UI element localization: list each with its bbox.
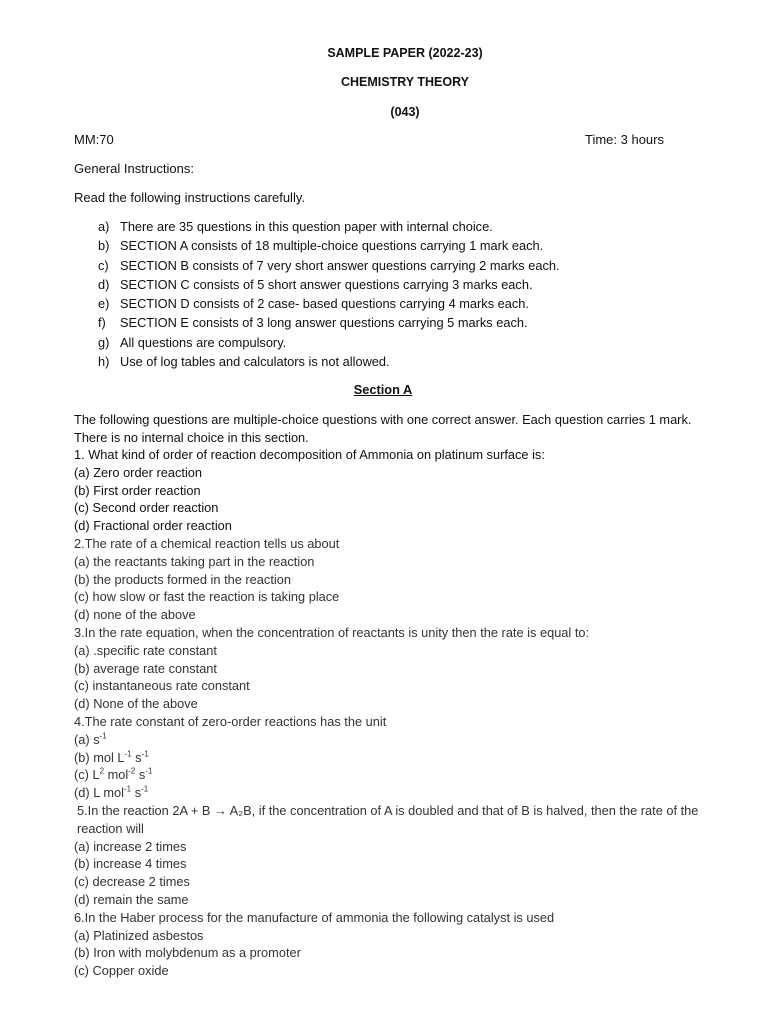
read-instructions: Read the following instructions carefully. xyxy=(74,190,305,205)
q3-option-d: (d) None of the above xyxy=(74,696,198,712)
q3-option-b: (b) average rate constant xyxy=(74,660,217,676)
q6-option-c: (c) Copper oxide xyxy=(74,963,169,979)
questions-block xyxy=(74,446,724,980)
q6-option-b: (b) Iron with molybdenum as a promoter xyxy=(74,945,301,961)
q5-option-a: (a) increase 2 times xyxy=(74,838,187,854)
section-a-heading: Section A xyxy=(353,382,413,397)
q4-option-d: (d) L mol$^{-1}$ $s^{-1}$ xyxy=(74,784,149,801)
q2-option-a: (a) the reactants taking part in the reaction xyxy=(74,553,315,569)
q3-option-a: (a) .specific rate constant xyxy=(74,642,217,658)
instruction-letter: h) xyxy=(98,354,110,370)
instruction-letter: f) xyxy=(98,315,106,331)
instruction-letter: c) xyxy=(98,257,109,273)
q2-option-d: (d) none of the above xyxy=(74,607,196,623)
instruction-text: SECTION B consists of 7 very short answer questions carrying 2 marks each. xyxy=(120,257,560,273)
max-marks: MM:70 xyxy=(74,132,114,147)
q1-option-c: (c) Second order reaction xyxy=(74,500,219,516)
instruction-text: Use of log tables and calculators is not allowed. xyxy=(120,354,390,370)
instruction-letter: e) xyxy=(98,296,110,312)
question-6: 6.In the Haber process for the manufacture of ammonia the following catalyst is used xyxy=(74,909,555,925)
section-a-intro: The following questions are multiple-choice questions with one correct answer. Each question carries 1 mark. There is no internal choice in this section. xyxy=(74,412,692,445)
q1-option-a: (a) Zero order reaction xyxy=(74,464,203,480)
instruction-text: SECTION E consists of 3 long answer questions carrying 5 marks each. xyxy=(120,315,528,331)
question-4: 4.The rate constant of zero-order reactions has the unit xyxy=(74,713,387,729)
q2-option-c: (c) how slow or fast the reaction is taking place xyxy=(74,589,340,605)
instruction-text: All questions are compulsory. xyxy=(120,334,287,350)
q4-option-a: (a) $s^{-1}$ xyxy=(74,731,107,747)
q5-option-c: (c) decrease 2 times xyxy=(74,874,190,890)
q4-option-b: (b) mol $L^{-1}$ $s^{-1}$ xyxy=(74,749,149,765)
question-3: 3.In the rate equation, when the concentration of reactants is unity then the rate is equal to: xyxy=(74,624,590,640)
instruction-text: SECTION C consists of 5 short answer questions carrying 3 marks each. xyxy=(120,276,533,292)
instruction-letter: g) xyxy=(98,334,110,350)
instruction-text: SECTION D consists of 2 case- based questions carrying 4 marks each. xyxy=(120,296,529,312)
paper-title: SAMPLE PAPER (2022-23) xyxy=(327,46,483,60)
q4-option-c: (c) $L^2$ mol$^{-2}$ $s^{-1}$ xyxy=(74,767,153,783)
instruction-letter: d) xyxy=(98,276,110,292)
q3-option-c: (c) instantaneous rate constant xyxy=(74,678,250,694)
q5-option-b: (b) increase 4 times xyxy=(74,856,187,872)
question-5: 5.In the reaction 2A + B → A₂B, if the concentration of A is doubled and that of B is halved, then the rate of the reaction will xyxy=(77,802,699,836)
instruction-text: There are 35 questions in this question paper with internal choice. xyxy=(120,219,493,234)
instruction-letter: b) xyxy=(98,238,110,254)
instruction-text: SECTION A consists of 18 multiple-choice questions carrying 1 mark each. xyxy=(120,238,544,254)
subject-code: (043) xyxy=(390,105,420,119)
q5-option-d: (d) remain the same xyxy=(74,891,189,907)
q2-option-b: (b) the products formed in the reaction xyxy=(74,571,291,587)
general-instructions-label: General Instructions: xyxy=(74,161,194,176)
q1-option-d: (d) Fractional order reaction xyxy=(74,518,232,534)
q6-option-a: (a) Platinized asbestos xyxy=(74,927,204,943)
question-1: 1. What kind of order of reaction decomposition of Ammonia on platinum surface is: xyxy=(74,447,545,462)
q1-option-b: (b) First order reaction xyxy=(74,482,201,498)
subject-title: CHEMISTRY THEORY xyxy=(340,75,470,89)
time-allowed: Time: 3 hours xyxy=(585,132,664,147)
question-2: 2.The rate of a chemical reaction tells us about xyxy=(74,535,340,551)
instruction-letter: a) xyxy=(98,219,110,234)
